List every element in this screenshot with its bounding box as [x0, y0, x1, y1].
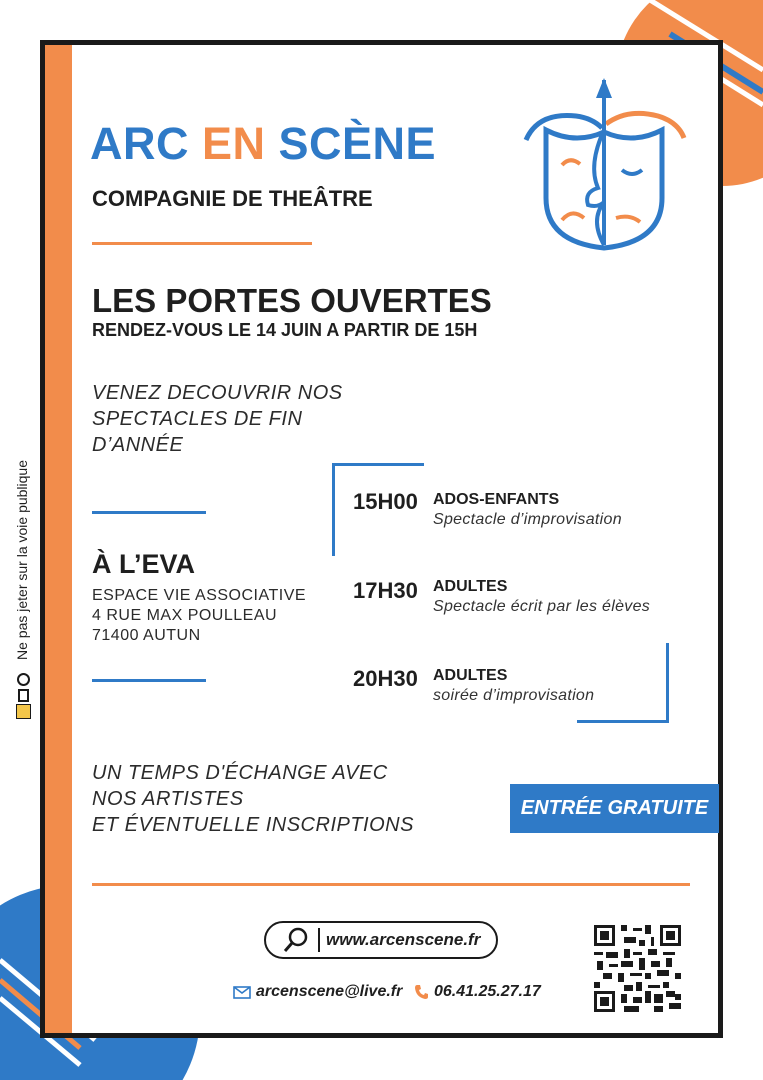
- divider: [92, 511, 206, 514]
- phone-icon: [414, 984, 429, 1000]
- schedule-time: 17H30: [353, 578, 418, 603]
- qr-code: [594, 925, 681, 1012]
- company-subtitle: COMPAGNIE DE THEÂTRE: [92, 186, 373, 211]
- side-note: Ne pas jeter sur la voie publique: [14, 459, 30, 660]
- event-title: LES PORTES OUVERTES: [92, 282, 492, 319]
- venue-line: 71400 AUTUN: [92, 627, 201, 644]
- outro-text: UN TEMPS D'ÉCHANGE AVEC NOS ARTISTES ET ÉVENTUELLE INSCRIPTIONS: [92, 762, 414, 836]
- website-url[interactable]: www.arcenscene.fr: [326, 930, 481, 949]
- schedule-desc: Spectacle écrit par les élèves: [433, 598, 651, 615]
- free-entry-badge: ENTRÉE GRATUITE: [510, 784, 719, 833]
- brand-title: ARC EN SCÈNE: [90, 118, 437, 169]
- theatre-masks-logo: [518, 70, 690, 255]
- divider: [92, 679, 206, 682]
- email[interactable]: arcenscene@live.fr: [256, 983, 403, 1000]
- recycle-icon: [17, 673, 30, 686]
- trash-icon: [16, 704, 31, 719]
- schedule-label: ADULTES: [433, 667, 508, 684]
- search-icon: [282, 926, 310, 954]
- divider: [92, 242, 312, 245]
- mail-icon: [233, 986, 251, 999]
- pill-separator: [318, 928, 320, 952]
- schedule-desc: Spectacle d’improvisation: [433, 511, 622, 528]
- event-date: RENDEZ-VOUS LE 14 JUIN A PARTIR DE 15H: [92, 320, 478, 340]
- schedule-time: 20H30: [353, 666, 418, 691]
- schedule-bracket-bottom: [577, 643, 669, 723]
- venue-title: À L’EVA: [92, 549, 196, 579]
- intro-text: VENEZ DECOUVRIR NOS SPECTACLES DE FIN D’ANNÉE: [92, 382, 343, 456]
- paper-icon: [18, 689, 29, 702]
- venue-line: ESPACE VIE ASSOCIATIVE: [92, 587, 307, 604]
- divider: [92, 883, 690, 886]
- schedule-desc: soirée d’improvisation: [433, 687, 595, 704]
- phone[interactable]: 06.41.25.27.17: [434, 983, 541, 1000]
- schedule-label: ADOS-ENFANTS: [433, 491, 560, 508]
- schedule-time: 15H00: [353, 489, 418, 514]
- schedule-label: ADULTES: [433, 578, 508, 595]
- left-accent-bar: [45, 45, 72, 1033]
- venue-line: 4 RUE MAX POULLEAU: [92, 607, 278, 624]
